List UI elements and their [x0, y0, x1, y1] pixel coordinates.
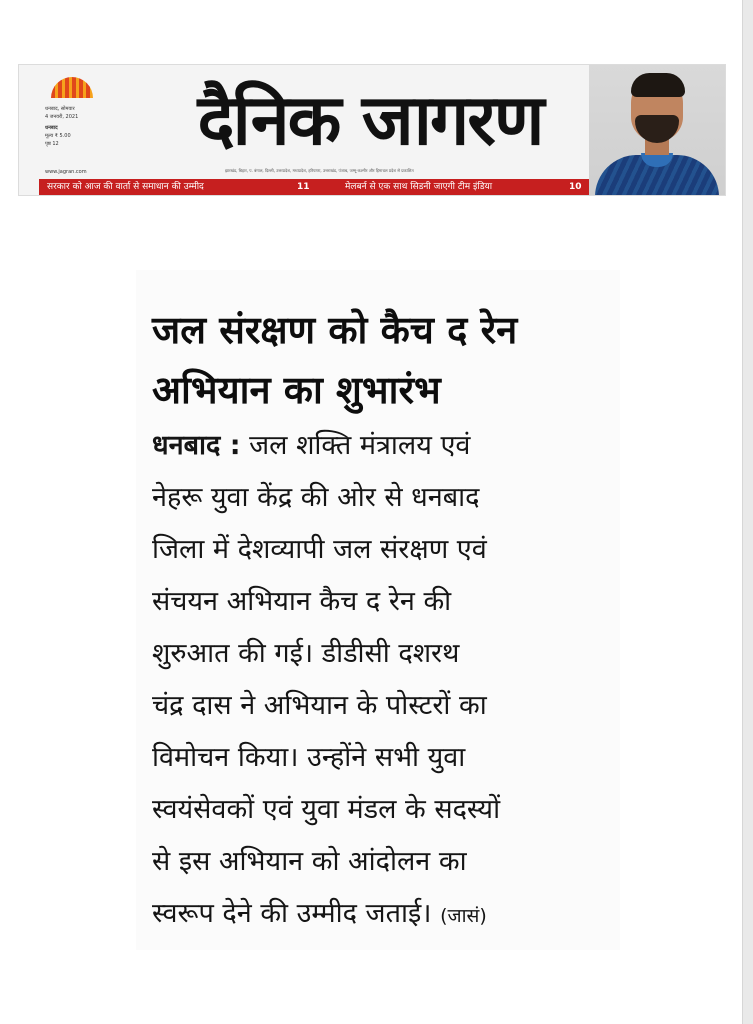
article-body	[152, 420, 622, 942]
issue-info	[45, 105, 123, 148]
body-text: स्वरूप देने की उम्मीद जताई।	[152, 898, 432, 929]
website-label: www.jagran.com	[45, 169, 87, 175]
ticker-headline: सरकार को आज की वार्ता से समाधान की उम्मीद	[47, 182, 204, 192]
ticker-page: 11	[297, 182, 310, 192]
newspaper-masthead	[18, 64, 726, 196]
body-line: विमोचन किया। उन्होंने सभी युवा	[152, 742, 466, 773]
issue-price: मूल्य ₹ 5.00	[45, 133, 71, 139]
ticker-page: 10	[569, 182, 582, 192]
body-line	[152, 888, 622, 942]
cricketer-photo	[589, 65, 725, 196]
body-line: चंद्र दास ने अभियान के पोस्टरों का	[152, 690, 487, 721]
body-line: स्वयंसेवकों एवं युवा मंडल के सदस्यों	[152, 794, 501, 825]
article-headline	[152, 300, 616, 420]
body-line: शुरुआत की गई। डीडीसी दशरथ	[152, 638, 460, 669]
page-edge	[742, 0, 753, 1024]
body-line	[152, 420, 622, 472]
issue-date: 4 जनवरी, 2021	[45, 114, 79, 120]
hair-shape	[631, 73, 685, 97]
body-text: जल शक्ति मंत्रालय एवं	[249, 430, 471, 461]
issue-day: धनबाद, सोमवार	[45, 106, 75, 112]
sun-logo-icon	[51, 77, 93, 98]
editions-line: झारखंड, बिहार, प. बंगाल, दिल्ली, उत्तरप्रदेश, मध्यप्रदेश, हरियाणा, उत्तराखंड, पंजाब, जम्मू-कश्मीर और हिमाचल प्रदेश से प्रकाशित	[225, 168, 414, 173]
news-clipping	[136, 270, 620, 950]
news-credit: (जासं)	[440, 905, 487, 927]
issue-city: धनबाद	[45, 125, 58, 131]
issue-pages: पृष्ठ 12	[45, 141, 59, 147]
body-line: संचयन अभियान कैच द रेन की	[152, 586, 452, 617]
headline-ticker	[39, 179, 591, 195]
headline-line: अभियान का शुभारंभ	[152, 368, 441, 412]
newspaper-title: दैनिक जागरण	[197, 79, 543, 161]
body-line: नेहरू युवा केंद्र की ओर से धनबाद	[152, 482, 480, 513]
body-line: से इस अभियान को आंदोलन का	[152, 846, 467, 877]
dateline: धनबाद :	[152, 430, 241, 461]
headline-line: जल संरक्षण को कैच द रेन	[152, 308, 518, 352]
body-line: जिला में देशव्यापी जल संरक्षण एवं	[152, 534, 487, 565]
ticker-headline: मेलबर्न से एक साथ सिडनी जाएगी टीम इंडिया	[345, 182, 493, 192]
beard-shape	[635, 115, 679, 143]
